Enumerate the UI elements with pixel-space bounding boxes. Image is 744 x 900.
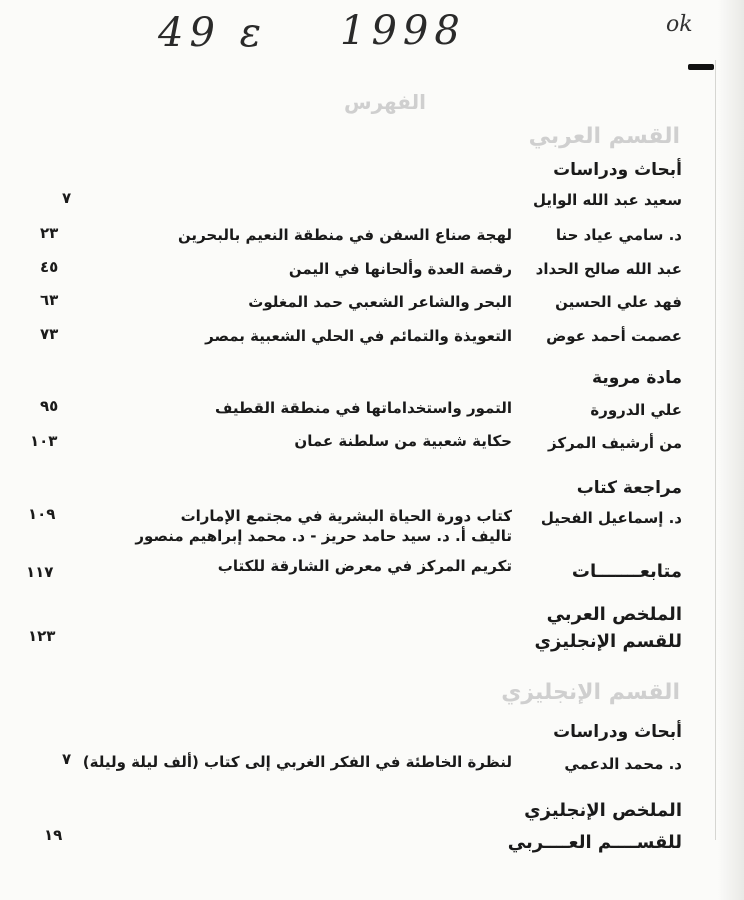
entry-page: ٩٥ [40,397,59,415]
followups-heading: متابعـــــــات [571,561,682,582]
faded-contents-title: الفهرس [343,90,426,114]
entry-title: كتاب دورة الحياة البشرية في مجتمع الإمارات [180,507,512,525]
entry-title: البحر والشاعر الشعبي حمد المغلوث [248,293,512,311]
english-studies-heading: أبحاث ودراسات [553,722,682,742]
entry-page: ١٢٣ [28,627,56,645]
entry-page: ١٠٣ [30,432,58,450]
entry-page: ٤٥ [40,258,59,276]
entry-page: ٢٣ [40,224,59,242]
page-edge-shadow [718,0,744,900]
entry-author: فهد علي الحسين [555,293,682,311]
summary-line2: للقسم الإنجليزي [534,631,682,652]
ink-mark [688,64,714,70]
entry-title: رقصة العدة وألحانها في اليمن [288,260,512,278]
entry-page: ٦٣ [40,291,59,309]
entry-title-line2: تاليف أ. د. سيد حامد حريز - د. محمد إبراهيم منصور [135,527,512,545]
entry-title: التعويذة والتمائم في الحلي الشعبية بمصر [205,327,512,345]
entry-author: سعيد عبد الله الوايل [532,191,682,209]
entry-page: ١٩ [44,826,63,844]
review-heading: مراجعة كتاب [576,478,682,498]
english-summary-line1: الملخص الإنجليزي [524,800,682,821]
binding-line [715,60,716,840]
handwritten-year: 1998 [340,8,466,54]
entry-author: من أرشيف المركز [548,434,682,452]
narrated-heading: مادة مروية [592,368,682,388]
summary-line1: الملخص العربي [546,604,682,625]
studies-heading: أبحاث ودراسات [553,160,682,180]
entry-title: حكاية شعبية من سلطنة عمان [294,432,512,450]
entry-author: عبد الله صالح الحداد [535,260,682,278]
faded-english-section-title: القسم الإنجليزي [501,680,680,705]
entry-title: لنظرة الخاطئة في الفكر الغربي إلى كتاب (ألف ليلة وليلة) [82,753,512,771]
faded-arabic-section-title: القسم العربي [528,124,680,149]
entry-page: ١١٧ [26,563,54,581]
entry-page: ٧ [62,750,72,768]
entry-page: ٧ [62,189,72,207]
entry-author: د. سامي عياد حنا [555,226,682,244]
entry-title: لهجة صناع السفن في منطقة النعيم بالبحرين [177,226,512,244]
entry-author: عصمت أحمد عوض [546,327,682,345]
entry-author: علي الدرورة [590,401,682,419]
entry-author: د. إسماعيل الفحيل [540,509,682,527]
handwritten-code: 49 ε [158,10,268,56]
entry-page: ١٠٩ [28,505,56,523]
handwritten-ok: ok [666,12,693,37]
entry-title: تكريم المركز في معرض الشارقة للكتاب [217,557,512,575]
entry-title: التمور واستخداماتها في منطقة القطيف [214,399,512,417]
english-summary-line2: للقســــم العــــربي [507,832,682,853]
entry-author: د. محمد الدعمي [564,755,682,773]
entry-page: ٧٣ [40,325,59,343]
